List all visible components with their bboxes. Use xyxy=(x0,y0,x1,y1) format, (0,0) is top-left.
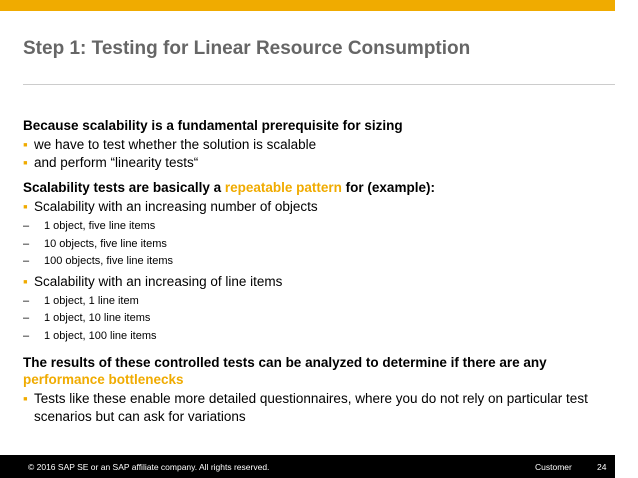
sub-list-objects xyxy=(23,218,613,271)
list-item: ▪ Scalability with an increasing number of objects xyxy=(23,199,318,214)
list-item: ▪ Tests like these enable more detailed questionnaires, where you do not rely on particular test scenarios but can ask for variations xyxy=(23,391,588,424)
top-accent-bar xyxy=(0,0,615,11)
copyright-text: © 2016 SAP SE or an SAP affiliate company. All rights reserved. xyxy=(28,462,270,472)
section3-heading: The results of these controlled tests can be analyzed to determine if there are any performance bottlenecks xyxy=(23,355,547,387)
sub-list-line-items xyxy=(23,293,613,346)
square-bullet-icon: ▪ xyxy=(23,391,28,406)
section2-heading: Scalability tests are basically a repeatable pattern for (example): xyxy=(23,180,435,195)
sub-list-item: – 1 object, 100 line items xyxy=(23,328,613,346)
highlight-text: performance bottlenecks xyxy=(23,372,184,387)
section1-heading: Because scalability is a fundamental prerequisite for sizing xyxy=(23,118,403,133)
slide-title: Step 1: Testing for Linear Resource Consumption xyxy=(23,38,471,59)
dash-icon: – xyxy=(23,255,30,267)
square-bullet-icon: ▪ xyxy=(23,155,28,170)
dash-icon: – xyxy=(23,237,30,250)
square-bullet-icon: ▪ xyxy=(23,273,28,289)
dash-icon: – xyxy=(23,312,30,324)
square-bullet-icon: ▪ xyxy=(23,137,28,152)
highlight-text: repeatable pattern xyxy=(224,180,342,195)
sub-list-item: – 100 objects, five line items xyxy=(23,253,613,271)
sub-list-item: – 1 object, five line items xyxy=(23,218,613,236)
dash-icon: – xyxy=(23,329,30,342)
dash-icon: – xyxy=(23,220,30,232)
square-bullet-icon: ▪ xyxy=(23,199,28,214)
title-divider xyxy=(23,84,615,85)
list-item: ▪ and perform “linearity tests“ xyxy=(23,155,199,170)
section1-bullet-list xyxy=(23,136,613,172)
sub-list-item: – 1 object, 1 line item xyxy=(23,293,613,311)
section3-bullet-list xyxy=(23,390,613,426)
sub-list-item: – 10 objects, five line items xyxy=(23,236,613,254)
sub-list-item: – 1 object, 10 line items xyxy=(23,310,613,328)
slide-content xyxy=(23,117,613,426)
dash-icon: – xyxy=(23,294,30,307)
page-number: 24 xyxy=(597,462,607,472)
list-item: ▪ Scalability with an increasing of line items xyxy=(23,273,283,289)
footer-bar xyxy=(0,455,615,478)
section2-bullet-list-2 xyxy=(23,273,613,291)
classification-label: Customer xyxy=(535,462,572,472)
list-item: ▪ we have to test whether the solution is scalable xyxy=(23,137,317,152)
section2-bullet-list xyxy=(23,198,613,216)
